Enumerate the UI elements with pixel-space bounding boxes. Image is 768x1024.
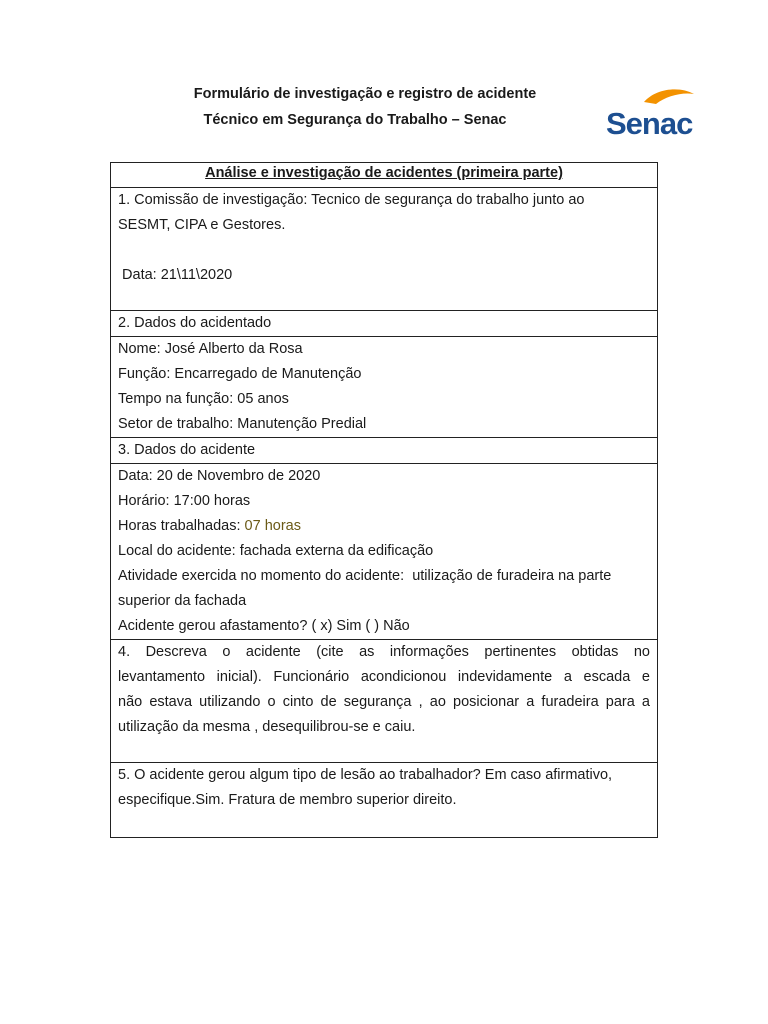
- commission-line2: SESMT, CIPA e Gestores.: [118, 217, 286, 233]
- injury-row: [111, 763, 658, 838]
- victim-role: Função: Encarregado de Manutenção: [118, 366, 362, 382]
- victim-heading-cell: [111, 311, 658, 337]
- accident-activity-line2: superior da fachada: [118, 593, 247, 609]
- description-line2: levantamento inicial). Funcionário acondicionou indevidamente a escada e: [118, 669, 650, 685]
- accident-data-cell: [111, 464, 658, 640]
- description-row: [111, 640, 658, 763]
- accident-time: Horário: 17:00 horas: [118, 493, 251, 509]
- senac-logo: [604, 84, 704, 140]
- commission-cell: [111, 188, 658, 311]
- victim-tenure: Tempo na função: 05 anos: [118, 391, 289, 407]
- accident-date: Data: 20 de Novembro de 2020: [118, 468, 321, 484]
- form-title: Formulário de investigação e registro de acidente: [193, 86, 537, 102]
- description-line1: 4. Descreva o acidente (cite as informações pertinentes obtidas no: [118, 644, 650, 660]
- accident-hours: [118, 514, 650, 539]
- victim-heading-row: [111, 311, 658, 337]
- accident-investigation-form: [110, 162, 658, 838]
- accident-location: Local do acidente: fachada externa da edificação: [118, 543, 434, 559]
- accident-heading: 3. Dados do acidente: [118, 442, 256, 458]
- senac-logo-text: Senac: [606, 106, 693, 140]
- section-title: Análise e investigação de acidentes (primeira parte): [111, 163, 658, 188]
- section-header-row: [111, 163, 658, 188]
- commission-row: [111, 188, 658, 311]
- accident-heading-cell: [111, 438, 658, 464]
- form-subtitle: Técnico em Segurança do Trabalho – Senac: [203, 112, 507, 128]
- victim-heading: 2. Dados do acidentado: [118, 315, 272, 331]
- senac-logo-swoosh: [644, 89, 694, 104]
- victim-data-cell: [111, 337, 658, 438]
- description-line3: não estava utilizando o cinto de segurança , ao posicionar a furadeira para a: [118, 694, 650, 710]
- commission-line1: 1. Comissão de investigação: Tecnico de segurança do trabalho junto ao: [118, 192, 585, 208]
- accident-data-row: [111, 464, 658, 640]
- description-line4: utilização da mesma , desequilibrou-se e caiu.: [118, 719, 416, 735]
- description-cell: [111, 640, 658, 763]
- accident-activity-line1: Atividade exercida no momento do acidente: utilização de furadeira na parte: [118, 568, 612, 584]
- victim-sector: Setor de trabalho: Manutenção Predial: [118, 416, 367, 432]
- accident-heading-row: [111, 438, 658, 464]
- victim-name: Nome: José Alberto da Rosa: [118, 341, 303, 357]
- hours-label: Horas trabalhadas:: [118, 518, 245, 534]
- injury-line1: 5. O acidente gerou algum tipo de lesão ao trabalhador? Em caso afirmativo,: [118, 767, 613, 783]
- injury-cell: [111, 763, 658, 838]
- injury-line2: especifique.Sim. Fratura de membro superior direito.: [118, 792, 457, 808]
- commission-date: Data: 21\11\2020: [118, 267, 233, 283]
- hours-value: 07 horas: [244, 518, 301, 534]
- accident-leave: Acidente gerou afastamento? ( x) Sim ( ) Não: [118, 618, 410, 634]
- victim-data-row: [111, 337, 658, 438]
- blank-line: [118, 238, 650, 263]
